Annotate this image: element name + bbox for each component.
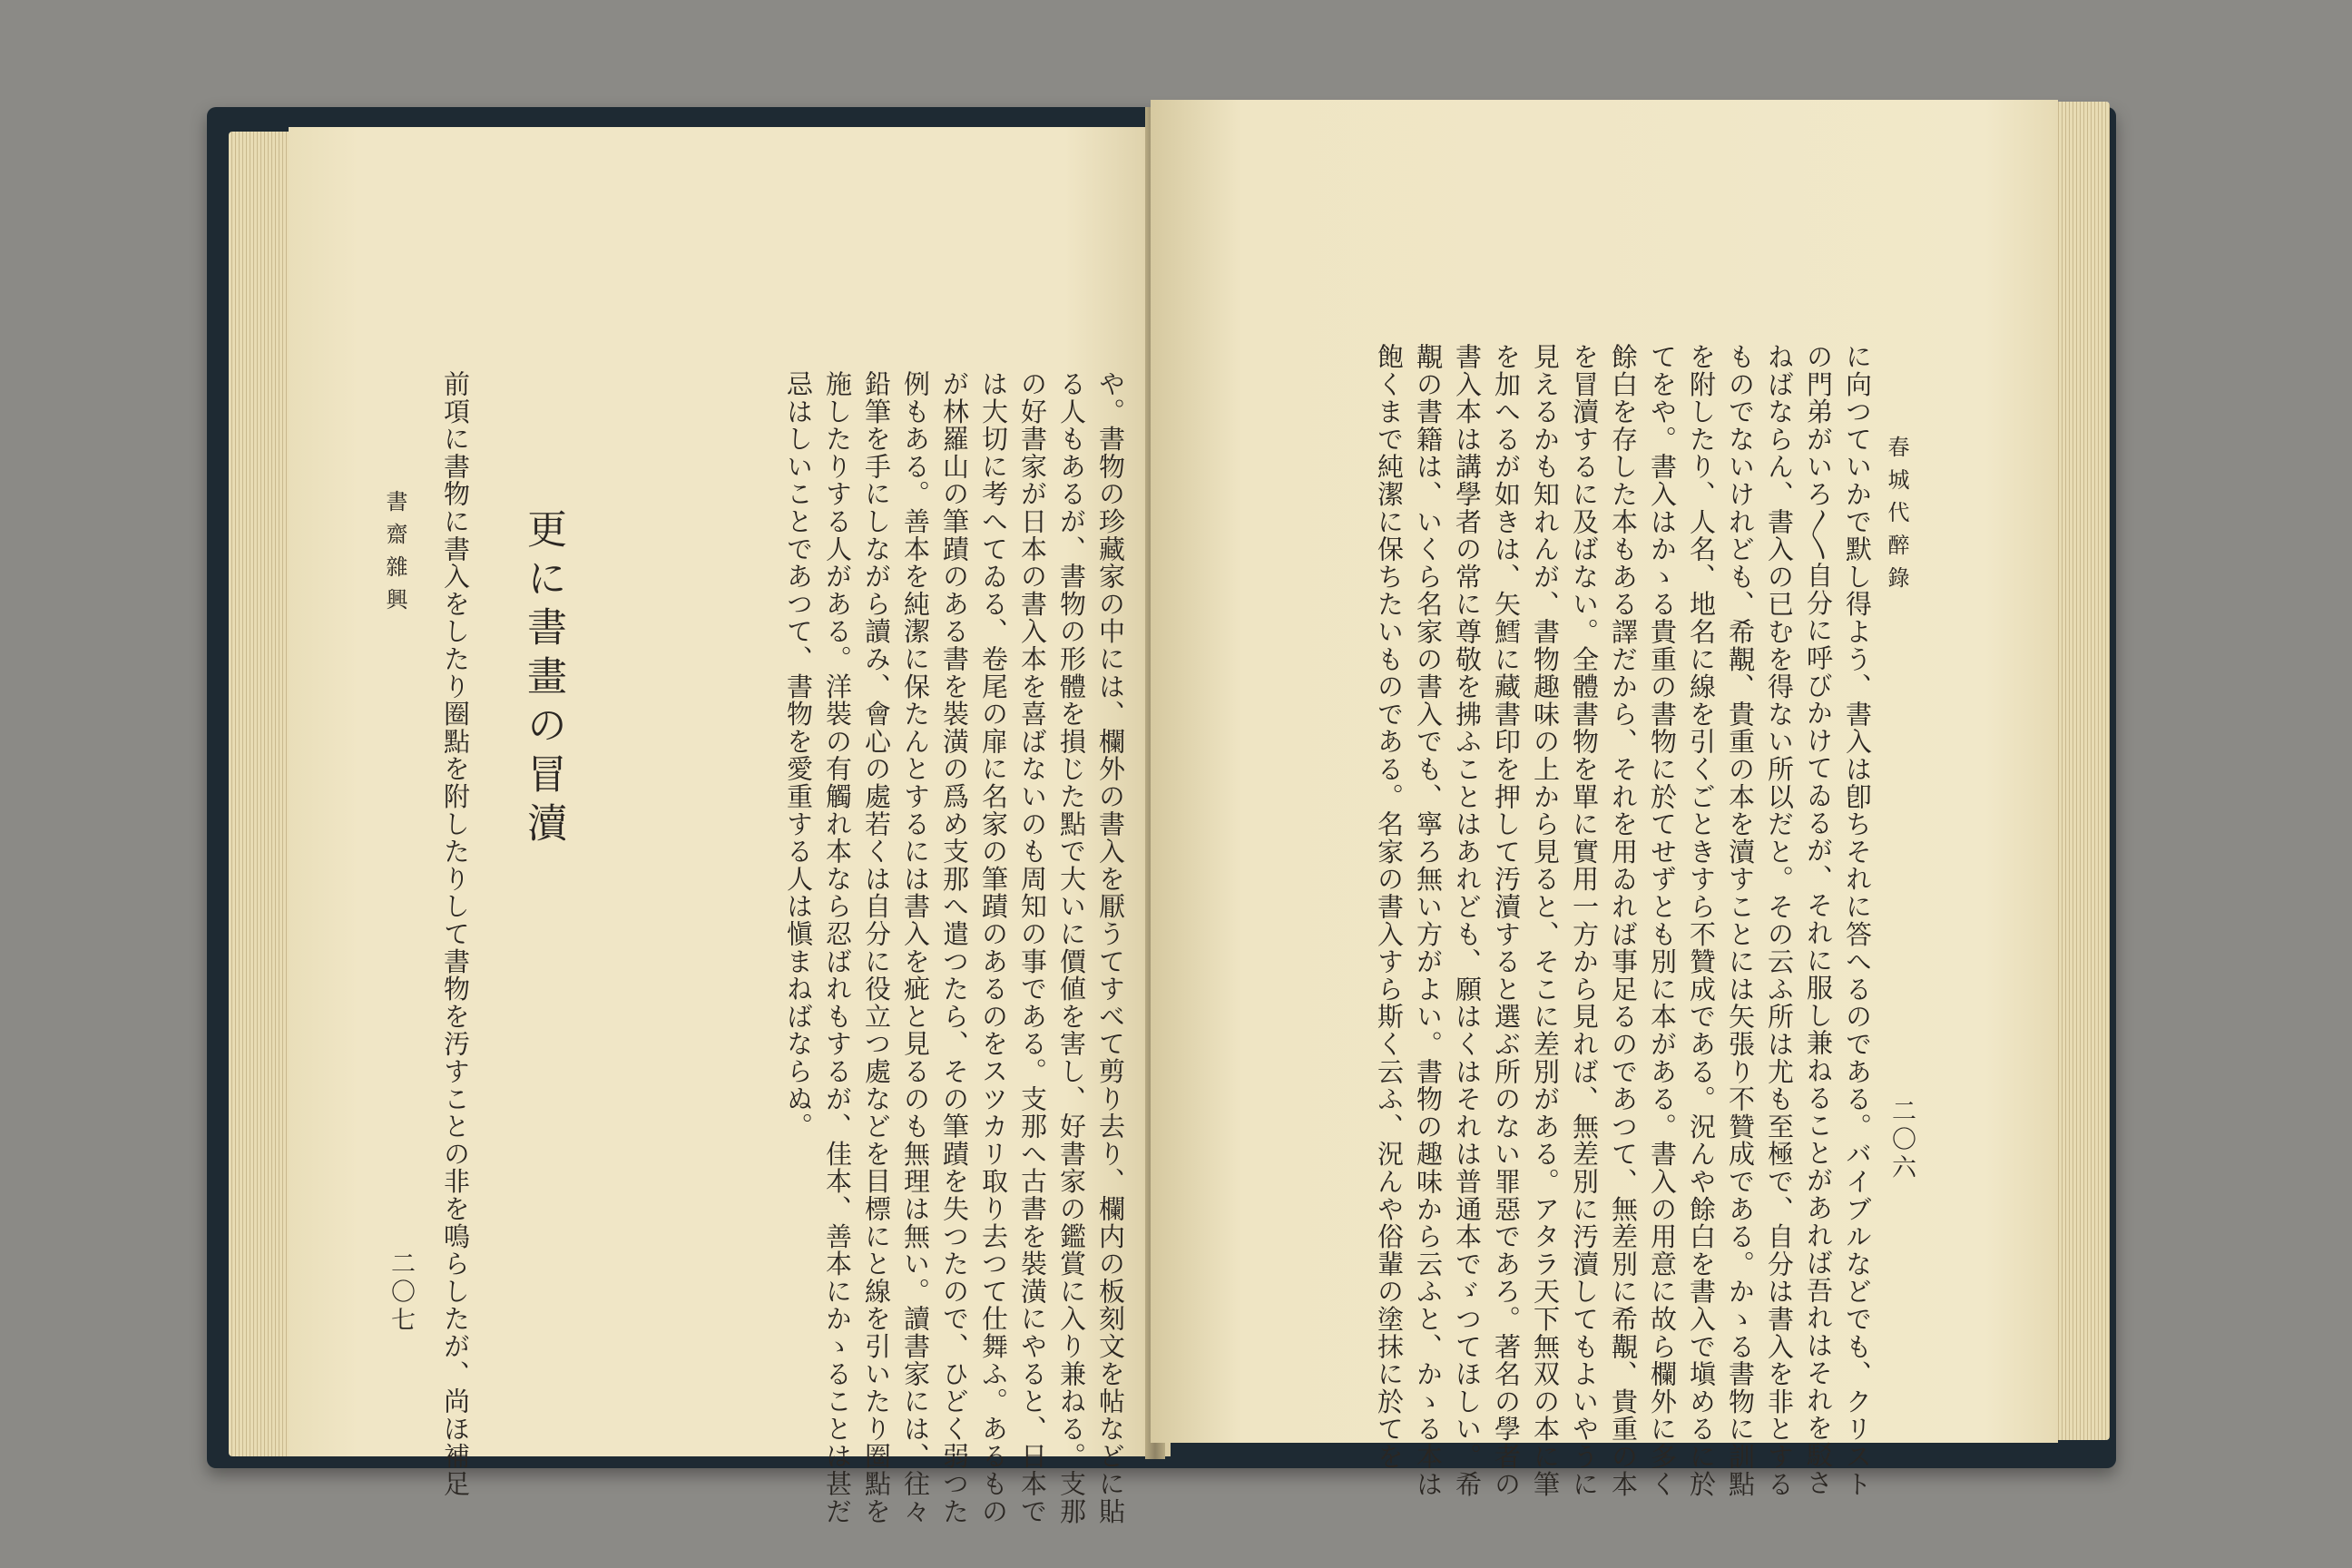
text-column: 施したりする人がある。洋裝の有觸れ本なら忍ばれもするが、佳本、善本にかゝることは甚だ <box>822 370 853 1525</box>
text-column: 忌はしいことであつて、書物を愛重する人は愼まねばならぬ。 <box>783 370 814 1141</box>
text-column: を冒瀆するに及ばない。全體書物を單に實用一方から見れば、無差別に汚瀆してもよいやうに <box>1569 343 1600 1498</box>
text-column: ねばならん、書入の已むを得ない所以だと。その云ふ所は尤も至極で、自分は書入を非とする <box>1764 343 1795 1498</box>
page-number: 二〇六 <box>1887 1098 1916 1182</box>
running-head: 書齋雜興 <box>382 490 407 621</box>
text-column: 鉛筆を手にしながら讀み、會心の處若くは自分に役立つ處などを目標にと線を引いたり圈點を <box>861 370 892 1525</box>
text-column: 見えるかも知れんが、書物趣味の上から見ると、そこに差別がある。アタラ天下無双の本に筆 <box>1530 343 1561 1498</box>
left-page <box>289 127 1171 1525</box>
text-column: 餘白を存した本もある譯だから、それを用ゐれば事足るのであつて、無差別に希覯、貴重の本 <box>1608 343 1639 1498</box>
page-number: 二〇七 <box>387 1250 415 1335</box>
right-page-body <box>1369 343 1877 1498</box>
text-column: を附したり、人名、地名に線を引くごときすら不贊成である。況んや餘白を書入で塡めるに於 <box>1686 343 1717 1498</box>
text-column: や。書物の珍藏家の中には、欄外の書入を厭うてすべて剪り去り、欄内の板刻文を帖などに貼 <box>1095 370 1126 1525</box>
text-column: 例もある。善本を純潔に保たんとするには書入を疵と見るのも無理は無い。讀書家には、往々 <box>900 370 931 1525</box>
text-column: 前項に書物に書入をしたり圈點を附したりして書物を汚すことの非を鳴らしたが、尚ほ補足 <box>440 370 471 1498</box>
text-column: 飽くまで純潔に保ちたいものである。名家の書入すら斯く云ふ、況んや俗輩の塗抹に於てを <box>1374 343 1405 1471</box>
text-column: ものでないけれども、希覯、貴重の本を瀆すことには矢張り不贊成である。かゝる書物に訓點 <box>1725 343 1756 1498</box>
left-page-body-continued <box>436 370 475 1497</box>
text-column: は大切に考へてゐる、卷尾の扉に名家の筆蹟のあるのをスツカリ取り去つて仕舞ふ。あるもの <box>978 370 1009 1525</box>
text-column: る人もあるが、書物の形體を損じた點で大いに價値を害し、好書家の鑑賞に入り兼ねる。支那 <box>1056 370 1087 1525</box>
left-page-body <box>779 370 1130 1525</box>
text-column: の好書家が日本の書入本を喜ばないのも周知の事である。支那へ古書を裝潢にやると、日本で <box>1017 370 1048 1525</box>
text-column: 書入本は講學者の常に尊敬を拂ふことはあれども、願はくはそれは普通本でゞつてほしい。希 <box>1452 343 1483 1498</box>
running-head: 春城代醉錄 <box>1884 436 1909 599</box>
text-column: が林羅山の筆蹟のある書を裝潢の爲め支那へ遣つたら、その筆蹟を失つたので、ひどく弱つた <box>939 370 970 1525</box>
text-column: に向つていかで默し得よう、書入は卽ちそれに答へるのである。バイブルなどでも、クリスト <box>1842 343 1873 1498</box>
text-column: てをや。書入はかゝる貴重の書物に於てせずとも別に本がある。書入の用意に故ら欄外に多く <box>1647 343 1678 1498</box>
text-column: の門弟がいろ〳〵自分に呼びかけてゐるが、それに服し兼ねることがあれば吾れはそれを駁さ <box>1803 343 1834 1497</box>
text-column: 覯の書籍は、いくら名家の書入でも、寧ろ無い方がよい。書物の趣味から云ふと、かゝる本は <box>1413 343 1444 1498</box>
section-title: 更に書畫の冒瀆 <box>520 508 566 851</box>
text-column: を加へるが如きは、矢鱈に藏書印を押して汚瀆すると選ぶ所のない罪惡であろ。著名の學者の <box>1491 343 1522 1498</box>
right-page <box>1151 100 2058 1498</box>
